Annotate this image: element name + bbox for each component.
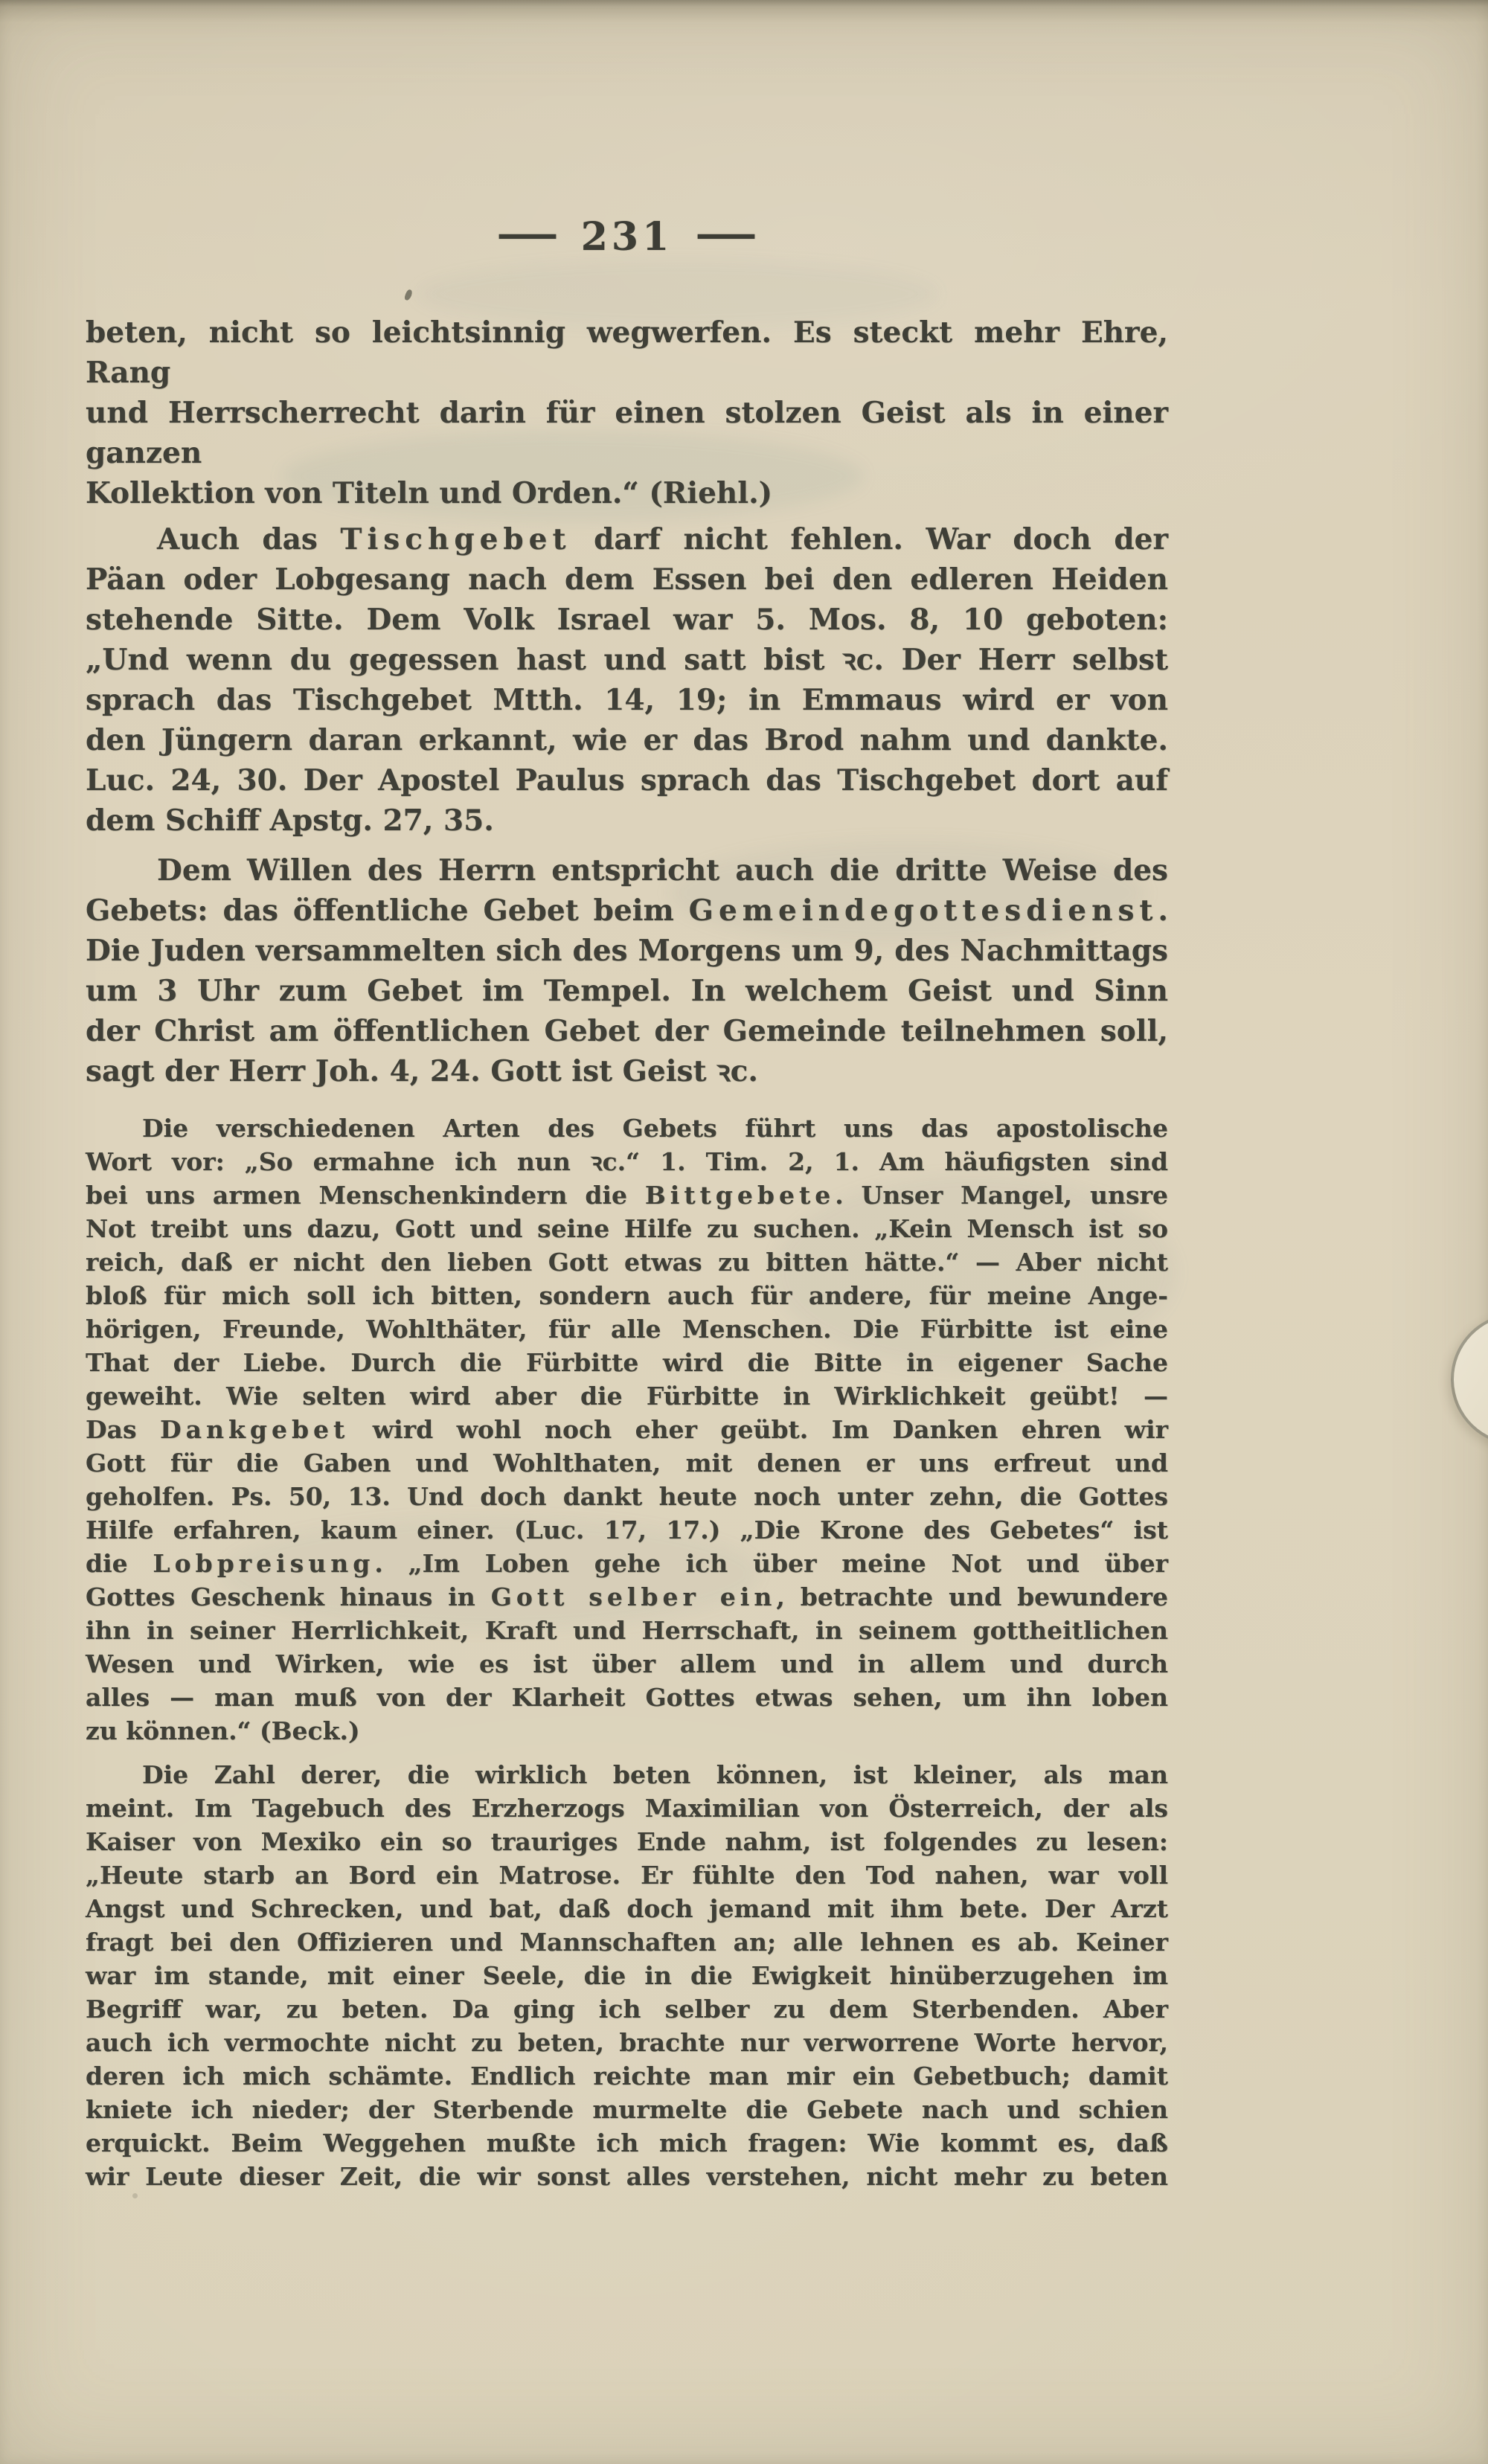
- text-segment: stehende Sitte. Dem Volk Israel war 5. Mos. 8, 10 geboten:: [86, 603, 1168, 637]
- text-segment: Begriff war, zu beten. Da ging ich selber zu dem Sterbenden. Aber: [86, 1995, 1168, 2024]
- text-segment: Das: [86, 1415, 161, 1444]
- text-line: [86, 1379, 1168, 1413]
- text-line: [86, 1825, 1168, 1858]
- text-line: [86, 2059, 1168, 2093]
- text-segment: ihn in seiner Herrlichkeit, Kraft und Herrschaft, in seinem gottheitlichen: [86, 1616, 1168, 1645]
- text-line: [86, 1580, 1168, 1614]
- text-segment: deren ich mich schämte. Endlich reichte man mir ein Gebetbuch; damit: [86, 2062, 1168, 2091]
- page-header: [86, 211, 1168, 260]
- text-line: [86, 473, 1168, 513]
- scan-top-edge-shadow: [0, 0, 1488, 22]
- text-block: [86, 312, 1168, 2193]
- text-line: [86, 2093, 1168, 2126]
- text-line: [86, 891, 1168, 931]
- ink-speck: [404, 289, 414, 301]
- text-segment: Hilfe erfahren, kaum einer. (Luc. 17, 17.) „Die Krone des Gebetes“ ist: [86, 1515, 1168, 1544]
- text-segment: alles — man muß von der Klarheit Gottes etwas sehen, um ihn loben: [86, 1683, 1168, 1712]
- text-line: [86, 850, 1168, 891]
- text-line: [86, 1547, 1168, 1580]
- letterspaced-emphasis: Lobpreisung: [153, 1549, 375, 1578]
- text-line: [86, 600, 1168, 640]
- text-line: [86, 720, 1168, 760]
- text-line: [86, 1714, 1168, 1748]
- text-segment: . Unser Mangel, unsre: [835, 1181, 1169, 1210]
- text-segment: fragt bei den Offizieren und Mannschaften an; alle lehnen es ab. Keiner: [86, 1928, 1168, 1957]
- text-line: [86, 1992, 1168, 2026]
- text-segment: Gebets: das öffentliche Gebet beim: [86, 893, 689, 928]
- paragraph: [86, 519, 1168, 841]
- text-segment: Die verschiedenen Arten des Gebets führt uns das apostolische: [142, 1114, 1168, 1143]
- paragraph: [86, 1111, 1168, 1748]
- text-segment: Die Juden versammelten sich des Morgens um 9, des Nachmittags: [86, 934, 1168, 968]
- text-segment: Gottes Geschenk hinaus in: [86, 1582, 491, 1611]
- text-segment: . „Im Loben gehe ich über meine Not und über: [374, 1549, 1168, 1578]
- text-line: [86, 931, 1168, 971]
- text-line: [86, 2026, 1168, 2059]
- letterspaced-emphasis: Dankgebet: [160, 1415, 350, 1444]
- ink-speck: [132, 2193, 138, 2198]
- text-line: [86, 1513, 1168, 1547]
- text-line: [86, 1413, 1168, 1446]
- text-segment: Wesen und Wirken, wie es ist über allem und in allem und durch: [86, 1649, 1168, 1678]
- header-rule-right: —: [694, 211, 759, 257]
- text-segment: , betrachte und bewundere: [776, 1582, 1168, 1611]
- text-line: [86, 1791, 1168, 1825]
- text-segment: wird wohl noch eher geübt. Im Danken ehren wir: [349, 1415, 1168, 1444]
- text-segment: reich, daß er nicht den lieben Gott etwas zu bitten hätte.“ — Aber nicht: [86, 1248, 1168, 1277]
- letterspaced-emphasis: Gemeindegottesdienst: [688, 893, 1158, 928]
- letterspaced-emphasis: Tischgebet: [340, 522, 571, 556]
- text-segment: beten, nicht so leichtsinnig wegwerfen. Es steckt mehr Ehre, Rang: [86, 315, 1168, 390]
- paragraph: [86, 1758, 1168, 2193]
- text-segment: Auch das: [157, 522, 341, 556]
- text-segment: die: [86, 1549, 153, 1578]
- paragraph: [86, 850, 1168, 1091]
- text-segment: zu können.“ (Beck.): [86, 1716, 360, 1745]
- text-segment: Dem Willen des Herrn entspricht auch die dritte Weise des: [157, 853, 1168, 888]
- page-number: 231: [580, 214, 673, 260]
- text-segment: und Herrscherrecht darin für einen stolzen Geist als in einer ganzen: [86, 396, 1168, 470]
- text-segment: erquickt. Beim Weggehen mußte ich mich fragen: Wie kommt es, daß: [86, 2128, 1168, 2157]
- page-curl-mark: [1438, 1300, 1488, 1457]
- text-line: [86, 559, 1168, 600]
- text-segment: hörigen, Freunde, Wohlthäter, für alle Menschen. Die Fürbitte ist eine: [86, 1315, 1168, 1344]
- paragraph: [86, 312, 1168, 513]
- text-segment: That der Liebe. Durch die Fürbitte wird die Bitte in eigener Sache: [86, 1348, 1168, 1377]
- text-line: [86, 1279, 1168, 1312]
- text-line: [86, 1145, 1168, 1178]
- text-segment: den Jüngern daran erkannt, wie er das Brod nahm und dankte.: [86, 723, 1168, 757]
- text-line: [86, 1178, 1168, 1212]
- text-segment: war im stande, mit einer Seele, die in die Ewigkeit hinüberzugehen im: [86, 1961, 1168, 1990]
- text-line: [86, 971, 1168, 1011]
- text-line: [86, 1212, 1168, 1245]
- text-segment: Not treibt uns dazu, Gott und seine Hilfe zu suchen. „Kein Mensch ist so: [86, 1214, 1168, 1243]
- text-line: [86, 760, 1168, 801]
- text-line: [86, 1959, 1168, 1992]
- header-rule-left: —: [495, 211, 559, 257]
- text-segment: wir Leute dieser Zeit, die wir sonst alles verstehen, nicht mehr zu beten: [86, 2162, 1168, 2191]
- text-segment: Kollektion von Titeln und Orden.“ (Riehl.): [86, 476, 773, 510]
- text-line: [86, 1346, 1168, 1379]
- text-segment: meint. Im Tagebuch des Erzherzogs Maximilian von Österreich, der als: [86, 1794, 1168, 1823]
- text-line: [86, 1480, 1168, 1513]
- text-segment: Angst und Schrecken, und bat, daß doch jemand mit ihm bete. Der Arzt: [86, 1894, 1168, 1923]
- letterspaced-emphasis: Bittgebete: [644, 1181, 836, 1210]
- text-segment: darf nicht fehlen. War doch der: [571, 522, 1168, 556]
- text-segment: geweiht. Wie selten wird aber die Fürbitte in Wirklichkeit geübt! —: [86, 1382, 1168, 1411]
- text-segment: um 3 Uhr zum Gebet im Tempel. In welchem Geist und Sinn: [86, 974, 1168, 1008]
- text-line: [86, 1925, 1168, 1959]
- text-line: [86, 1858, 1168, 1892]
- text-segment: .: [1158, 893, 1168, 928]
- text-line: [86, 1647, 1168, 1681]
- text-segment: geholfen. Ps. 50, 13. Und doch dankt heute noch unter zehn, die Gottes: [86, 1482, 1168, 1511]
- text-segment: bei uns armen Menschenkindern die: [86, 1181, 645, 1210]
- text-line: [86, 1011, 1168, 1051]
- text-segment: bloß für mich soll ich bitten, sondern auch für andere, für meine Ange-: [86, 1281, 1168, 1310]
- text-line: [86, 393, 1168, 473]
- text-line: [86, 1446, 1168, 1480]
- text-line: [86, 1245, 1168, 1279]
- text-line: [86, 1892, 1168, 1925]
- text-line: [86, 640, 1168, 680]
- text-segment: sprach das Tischgebet Mtth. 14, 19; in Emmaus wird er von: [86, 683, 1168, 717]
- text-segment: Wort vor: „So ermahne ich nun ꝛc.“ 1. Tim. 2, 1. Am häufigsten sind: [86, 1147, 1168, 1176]
- text-segment: Päan oder Lobgesang nach dem Essen bei den edleren Heiden: [86, 562, 1168, 597]
- text-segment: kniete ich nieder; der Sterbende murmelte die Gebete nach und schien: [86, 2095, 1168, 2124]
- text-line: [86, 1051, 1168, 1091]
- text-line: [86, 1312, 1168, 1346]
- text-line: [86, 2160, 1168, 2193]
- text-line: [86, 2126, 1168, 2160]
- text-line: [86, 801, 1168, 841]
- text-line: [86, 1681, 1168, 1714]
- text-line: [86, 1111, 1168, 1145]
- text-line: [86, 519, 1168, 559]
- text-segment: Gott für die Gaben und Wohlthaten, mit denen er uns erfreut und: [86, 1448, 1168, 1478]
- text-segment: sagt der Herr Joh. 4, 24. Gott ist Geist ꝛc.: [86, 1054, 758, 1088]
- text-line: [86, 1758, 1168, 1791]
- text-line: [86, 312, 1168, 393]
- text-segment: Luc. 24, 30. Der Apostel Paulus sprach das Tischgebet dort auf: [86, 763, 1168, 798]
- text-segment: „Heute starb an Bord ein Matrose. Er fühlte den Tod nahen, war voll: [86, 1861, 1168, 1890]
- text-segment: Kaiser von Mexiko ein so trauriges Ende nahm, ist folgendes zu lesen:: [86, 1827, 1168, 1856]
- text-segment: dem Schiff Apstg. 27, 35.: [86, 803, 494, 838]
- text-line: [86, 680, 1168, 720]
- text-segment: Die Zahl derer, die wirklich beten können, ist kleiner, als man: [142, 1760, 1168, 1789]
- text-segment: „Und wenn du gegessen hast und satt bist ꝛc. Der Herr selbst: [86, 643, 1168, 677]
- text-segment: der Christ am öffentlichen Gebet der Gemeinde teilnehmen soll,: [86, 1014, 1168, 1048]
- letterspaced-emphasis: Gott selber ein: [490, 1582, 777, 1611]
- text-line: [86, 1614, 1168, 1647]
- text-segment: auch ich vermochte nicht zu beten, brachte nur verworrene Worte hervor,: [86, 2028, 1168, 2057]
